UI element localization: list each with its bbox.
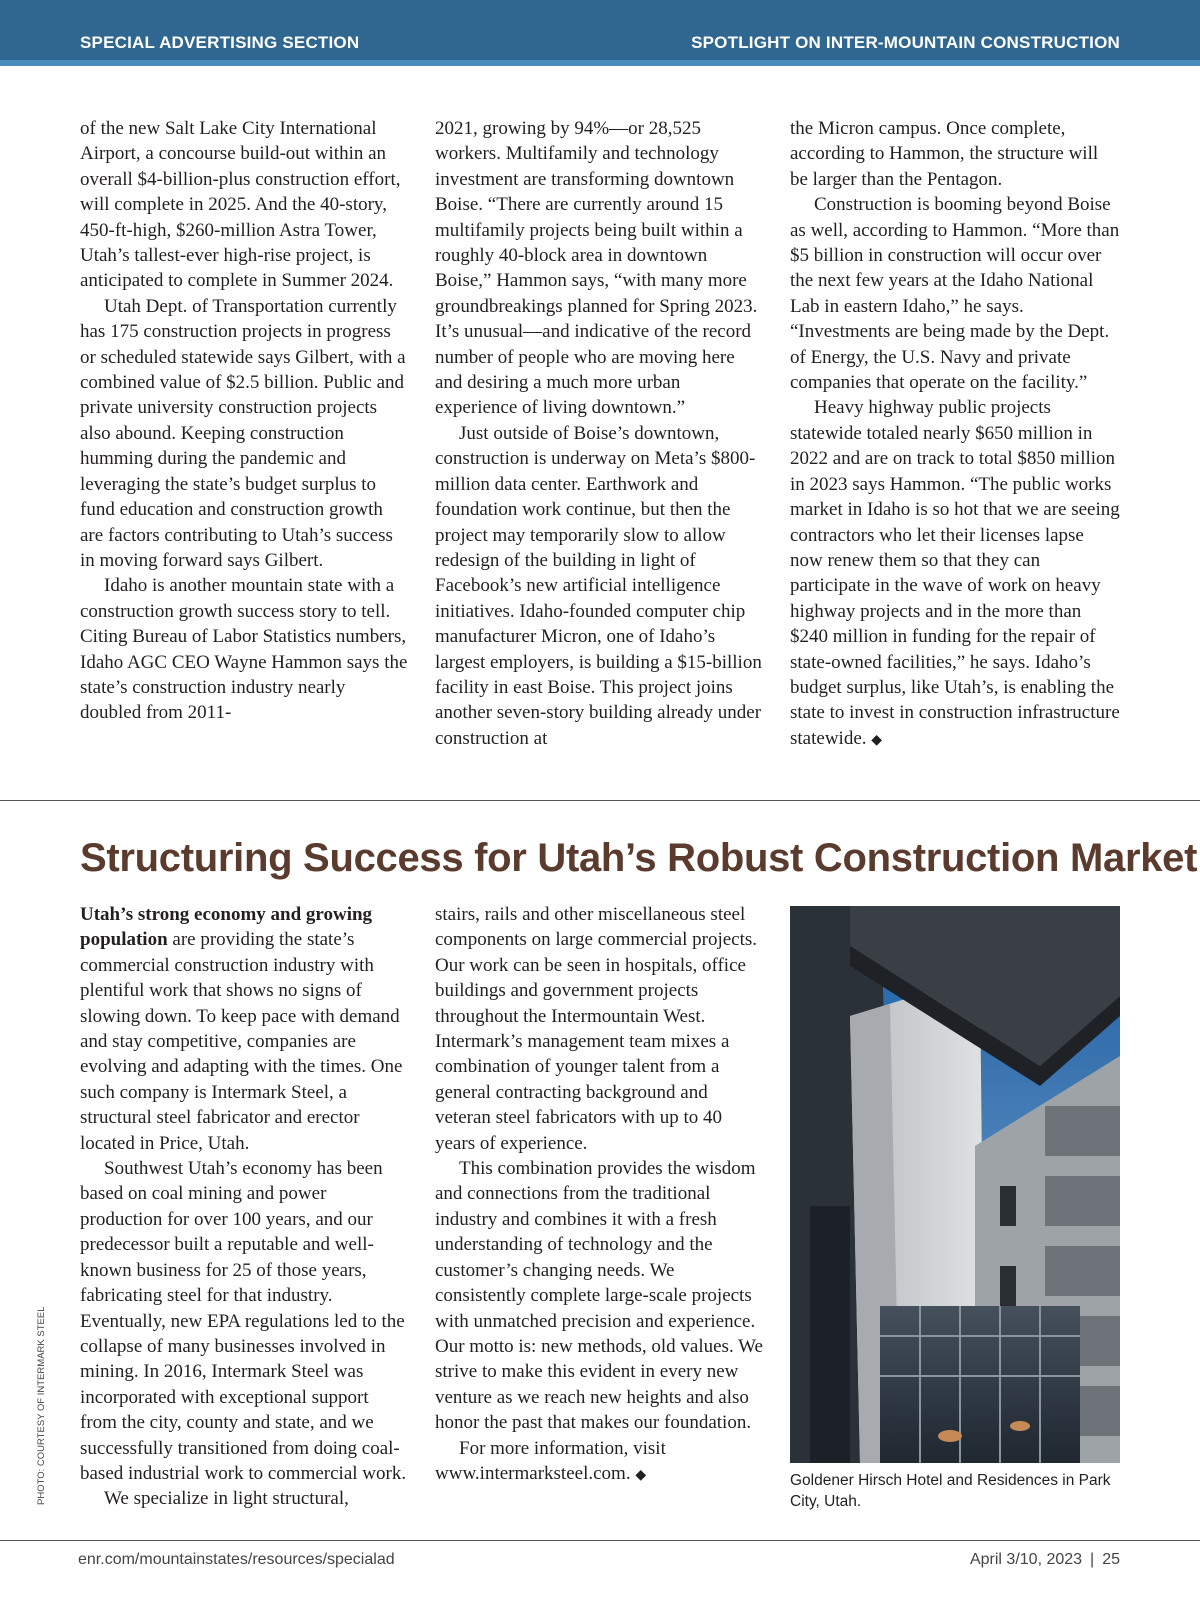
paragraph-text: are providing the state’s commercial construction industry with plentiful work that shows no signs of slowing down. To keep pace with demand and stay competitive, companies are evolving and adapting with the times. One such company is Intermark Steel, a structural steel fabricator and erector located in Price, Utah. [80,929,403,1154]
top-article-column-3 [790,116,1120,753]
paragraph: This combination provides the wisdom and connections from the traditional industry and combines it with a fresh understanding of technology and the customer’s changing needs. We consistently complete large-scale projects with unmatched precision and experience. Our motto is: new methods, old values. We strive to make this evident in every new venture as we reach new heights and also honor the past that makes our foundation. [435,1158,763,1434]
footer-date-page [970,1551,1120,1569]
paragraph: of the new Salt Lake City International Airport, a concourse build-out within an overall $4-billion-plus construction effort, will complete in 2025. And the 40-story, 450-ft-high, $260-million Astra Tower, Utah’s tallest-ever high-rise project, is anticipated to complete in Summer 2024. [80,118,401,292]
feature-column-2 [435,902,765,1488]
lead-in: Utah’s strong economy and growing population [80,904,373,951]
issue-date: April 3/10, 2023 [969,1551,1083,1568]
paragraph: We specialize in light structural, [104,1488,349,1510]
end-mark-icon: ◆ [871,732,883,748]
section-divider [0,800,1200,801]
paragraph [790,395,1120,753]
feature-column-1 [80,902,410,1512]
paragraph: the Micron campus. Once complete, according to Hammon, the structure will be larger than the Pentagon. [790,118,1099,190]
header-bar [0,0,1200,66]
footer-url: enr.com/mountainstates/resources/specialad [78,1551,395,1568]
paragraph: Southwest Utah’s economy has been based on coal mining and power production for over 100 years, and our predecessor built a reputable and well-known business for 25 of those years, fabricating steel for that industry. Eventually, new EPA regulations led to the collapse of many businesses involved in mining. In 2016, Intermark Steel was incorporated with exceptional support from the city, county and state, and we successfully transitioned from doing coal-based industrial work to commercial work. [80,1158,407,1484]
paragraph: stairs, rails and other miscellaneous steel components on large commercial projects. Our work can be seen in hospitals, office buildings and government projects throughout the Intermountain West. Intermark’s management team mixes a combination of younger talent from a general contracting background and veteran steel fabricators with up to 40 years of experience. [435,904,758,1154]
paragraph [80,902,410,1156]
header-accent-stripe [0,60,1200,66]
hotel-photo [790,906,1120,1463]
paragraph [435,1436,765,1489]
photo-caption: Goldener Hirsch Hotel and Residences in Park City, Utah. [790,1472,1111,1510]
paragraph: Idaho is another mountain state with a construction growth success story to tell. Citing Bureau of Labor Statistics numbers, Idaho AGC CEO Wayne Hammon says the state’s construction industry nearly doubled from 2011- [80,575,408,724]
paragraph: Just outside of Boise’s downtown, construction is underway on Meta’s $800-million data center. Earthwork and foundation work continue, but then the project may temporarily slow to allow redesign of the building in light of Facebook’s new artificial intelligence initiatives. Idaho-founded computer chip manufacturer Micron, one of Idaho’s largest employers, is building a $15-billion facility in east Boise. This project joins another seven-story building already under construction at [435,422,762,749]
paragraph: 2021, growing by 94%—or 28,525 workers. Multifamily and technology investment are transforming downtown Boise. “There are currently around 15 multifamily projects being built within a roughly 40-block area in downtown Boise,” Hammon says, “with many more groundbreakings planned for Spring 2023. It’s unusual—and indicative of the record number of people who are moving here and desiring a much more urban experience of living downtown.” [435,118,758,419]
footer-separator: | [1090,1551,1095,1568]
spotlight-label: SPOTLIGHT ON INTER-MOUNTAIN CONSTRUCTION [691,33,1120,52]
photo-credit: PHOTO: COURTESY OF INTERMARK STEEL [36,1306,47,1505]
footer-divider [0,1540,1200,1541]
article-title: Structuring Success for Utah’s Robust Construction Market [80,836,1198,880]
paragraph-text: Heavy highway public projects statewide totaled nearly $650 million in 2022 and are on track to total $850 million in 2023 says Hammon. “The public works market in Idaho is so hot that we are seeing contractors who let their licenses lapse now renew them so that they can participate in the wave of work on heavy highway projects and in the more than $240 million in funding for the repair of state-owned facilities,” he says. Idaho’s budget surplus, like Utah’s, is enabling the state to invest in construction infrastructure statewide. [790,397,1120,749]
hotel-building-illustration [790,906,1120,1463]
section-label: SPECIAL ADVERTISING SECTION [80,33,360,52]
paragraph: Utah Dept. of Transportation currently has 175 construction projects in progress or scheduled statewide says Gilbert, with a combined value of $2.5 billion. Public and private university construction projects also abound. Keeping construction humming during the pandemic and leveraging the state’s budget surplus to fund education and construction growth are factors contributing to Utah’s success in moving forward says Gilbert. [80,295,406,571]
top-article-column-1 [80,116,410,726]
top-article-column-2 [435,116,765,751]
page-number: 25 [1102,1551,1120,1568]
paragraph: Construction is booming beyond Boise as well, according to Hammon. “More than $5 billion in construction will occur over the next few years at the Idaho National Lab in eastern Idaho,” he says. “Investments are being made by the Dept. of Energy, the U.S. Navy and private companies that operate on the facility.” [790,194,1120,394]
paragraph-text: For more information, visit www.intermarksteel.com. [435,1437,666,1484]
end-mark-icon: ◆ [635,1467,647,1483]
